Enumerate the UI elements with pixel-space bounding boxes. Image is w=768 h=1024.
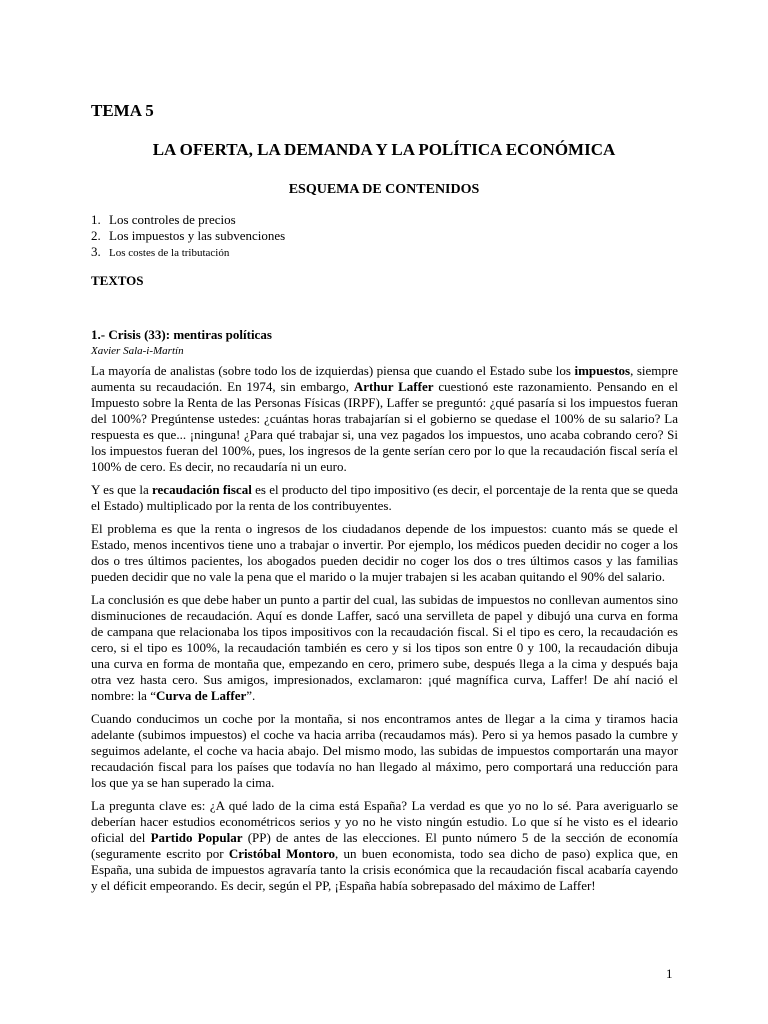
tema-heading: TEMA 5 [91,101,154,120]
article-author: Xavier Sala-i-Martín [91,345,184,357]
paragraph: El problema es que la renta o ingresos de los ciudadanos depende de los impuestos: cuanto más se quede el Estado, menos incentivos tiene uno a trabajar o invertir. Por ejemplo, los médicos pueden decidir no coger a los dos o tres últimos pacientes, los abogados pueden decidir no coger los dos o tres últimos casos y las familias pueden decidir que no vale la pena que el marido o la mujer trabajen si les acaban quitando el 90% del salario. [91,521,678,584]
contents-item-label: Los costes de la tributación [109,247,230,259]
texts-heading: TEXTOS [91,273,144,288]
paragraph: La pregunta clave es: ¿A qué lado de la cima está España? La verdad es que yo no lo sé. Para averiguarlo se deberían hacer estudios econométricos serios y yo no he visto ningún estudio. Lo que sí he visto es el ideario oficial del Partido Popular (PP) de antes de las elecciones. El punto número 5 de la sección de economía (seguramente escrito por Cristóbal Montoro, un buen economista, todo sea dicho de paso) explica que, en España, una subida de impuestos agravaría tanto la crisis económica que la recaudación fiscal acabaría cayendo y el déficit empeorando. Es decir, según el PP, ¡España había sobrepasado del máximo de Laffer! [91,798,678,893]
contents-item: 3. Los costes de la tributación [91,244,230,259]
page-number: 1 [666,966,673,981]
paragraph: Cuando conducimos un coche por la montaña, si nos encontramos antes de llegar a la cima y tiramos hacia adelante (subimos impuestos) el coche va hacia arriba (recaudamos más). Pero si ya hemos pasado la cumbre y seguimos adelante, el coche va hacia abajo. Del mismo modo, las subidas de impuestos comportarán una mayor recaudación fiscal para los países que todavía no han llegado al máximo, pero comportará una reducción para los que ya se han superado la cima. [91,711,678,790]
article-title: 1.- Crisis (33): mentiras políticas [91,327,272,342]
document-title: LA OFERTA, LA DEMANDA Y LA POLÍTICA ECONÓMICA [152,140,616,159]
contents-item: 1. Los controles de precios [91,212,236,227]
article-body [91,363,678,901]
contents-list [91,212,285,261]
paragraph: La conclusión es que debe haber un punto a partir del cual, las subidas de impuestos no conllevan aumentos sino disminuciones de recaudación. Aquí es donde Laffer, sacó una servilleta de papel y dibujó una curva en forma de campana que relacionaba los tipos impositivos con la recaudación fiscal. Si el tipo es cero, la recaudación es cero, si el tipo es 100%, la recaudación también es cero y si los tipos son entre 0 y 100, la recaudación dibuja una curva en forma de montaña que, empezando en cero, primero sube, después llega a la cima y después baja otra vez hasta cero. Sus amigos, impresionados, exclamaron: ¡qué magnífica curva, Laffer! De ahí nació el nombre: la “Curva de Laffer”. [91,592,678,703]
paragraph: Y es que la recaudación fiscal es el producto del tipo impositivo (es decir, el porcentaje de la renta que se queda el Estado) multiplicado por la renta de los contribuyentes. [91,482,679,513]
paragraph: La mayoría de analistas (sobre todo los de izquierdas) piensa que cuando el Estado sube los impuestos, siempre aumenta su recaudación. En 1974, sin embargo, Arthur Laffer cuestionó este razonamiento. Pensando en el Impuesto sobre la Renta de las Personas Físicas (IRPF), Laffer se preguntó: ¿qué pasaría si los impuestos fueran del 100%? Pregúntense ustedes: ¿cuántas horas trabajarían si el gobierno se quedase el 100% de su salario? La respuesta es que... ¡ninguna! ¿Para qué trabajar si, una vez pagados los impuestos, uno acaba cobrando cero? Si los impuestos fueran del 100%, pues, los ingresos de la gente serían cero por lo que la recaudación fiscal sería el 100% de cero. Es decir, no recaudaría ni un euro. [91,363,678,474]
contents-item: 2. Los impuestos y las subvenciones [91,228,286,243]
contents-item-label: Los controles de precios [109,212,236,227]
contents-item-label: Los impuestos y las subvenciones [109,228,286,243]
contents-heading: ESQUEMA DE CONTENIDOS [288,182,480,197]
